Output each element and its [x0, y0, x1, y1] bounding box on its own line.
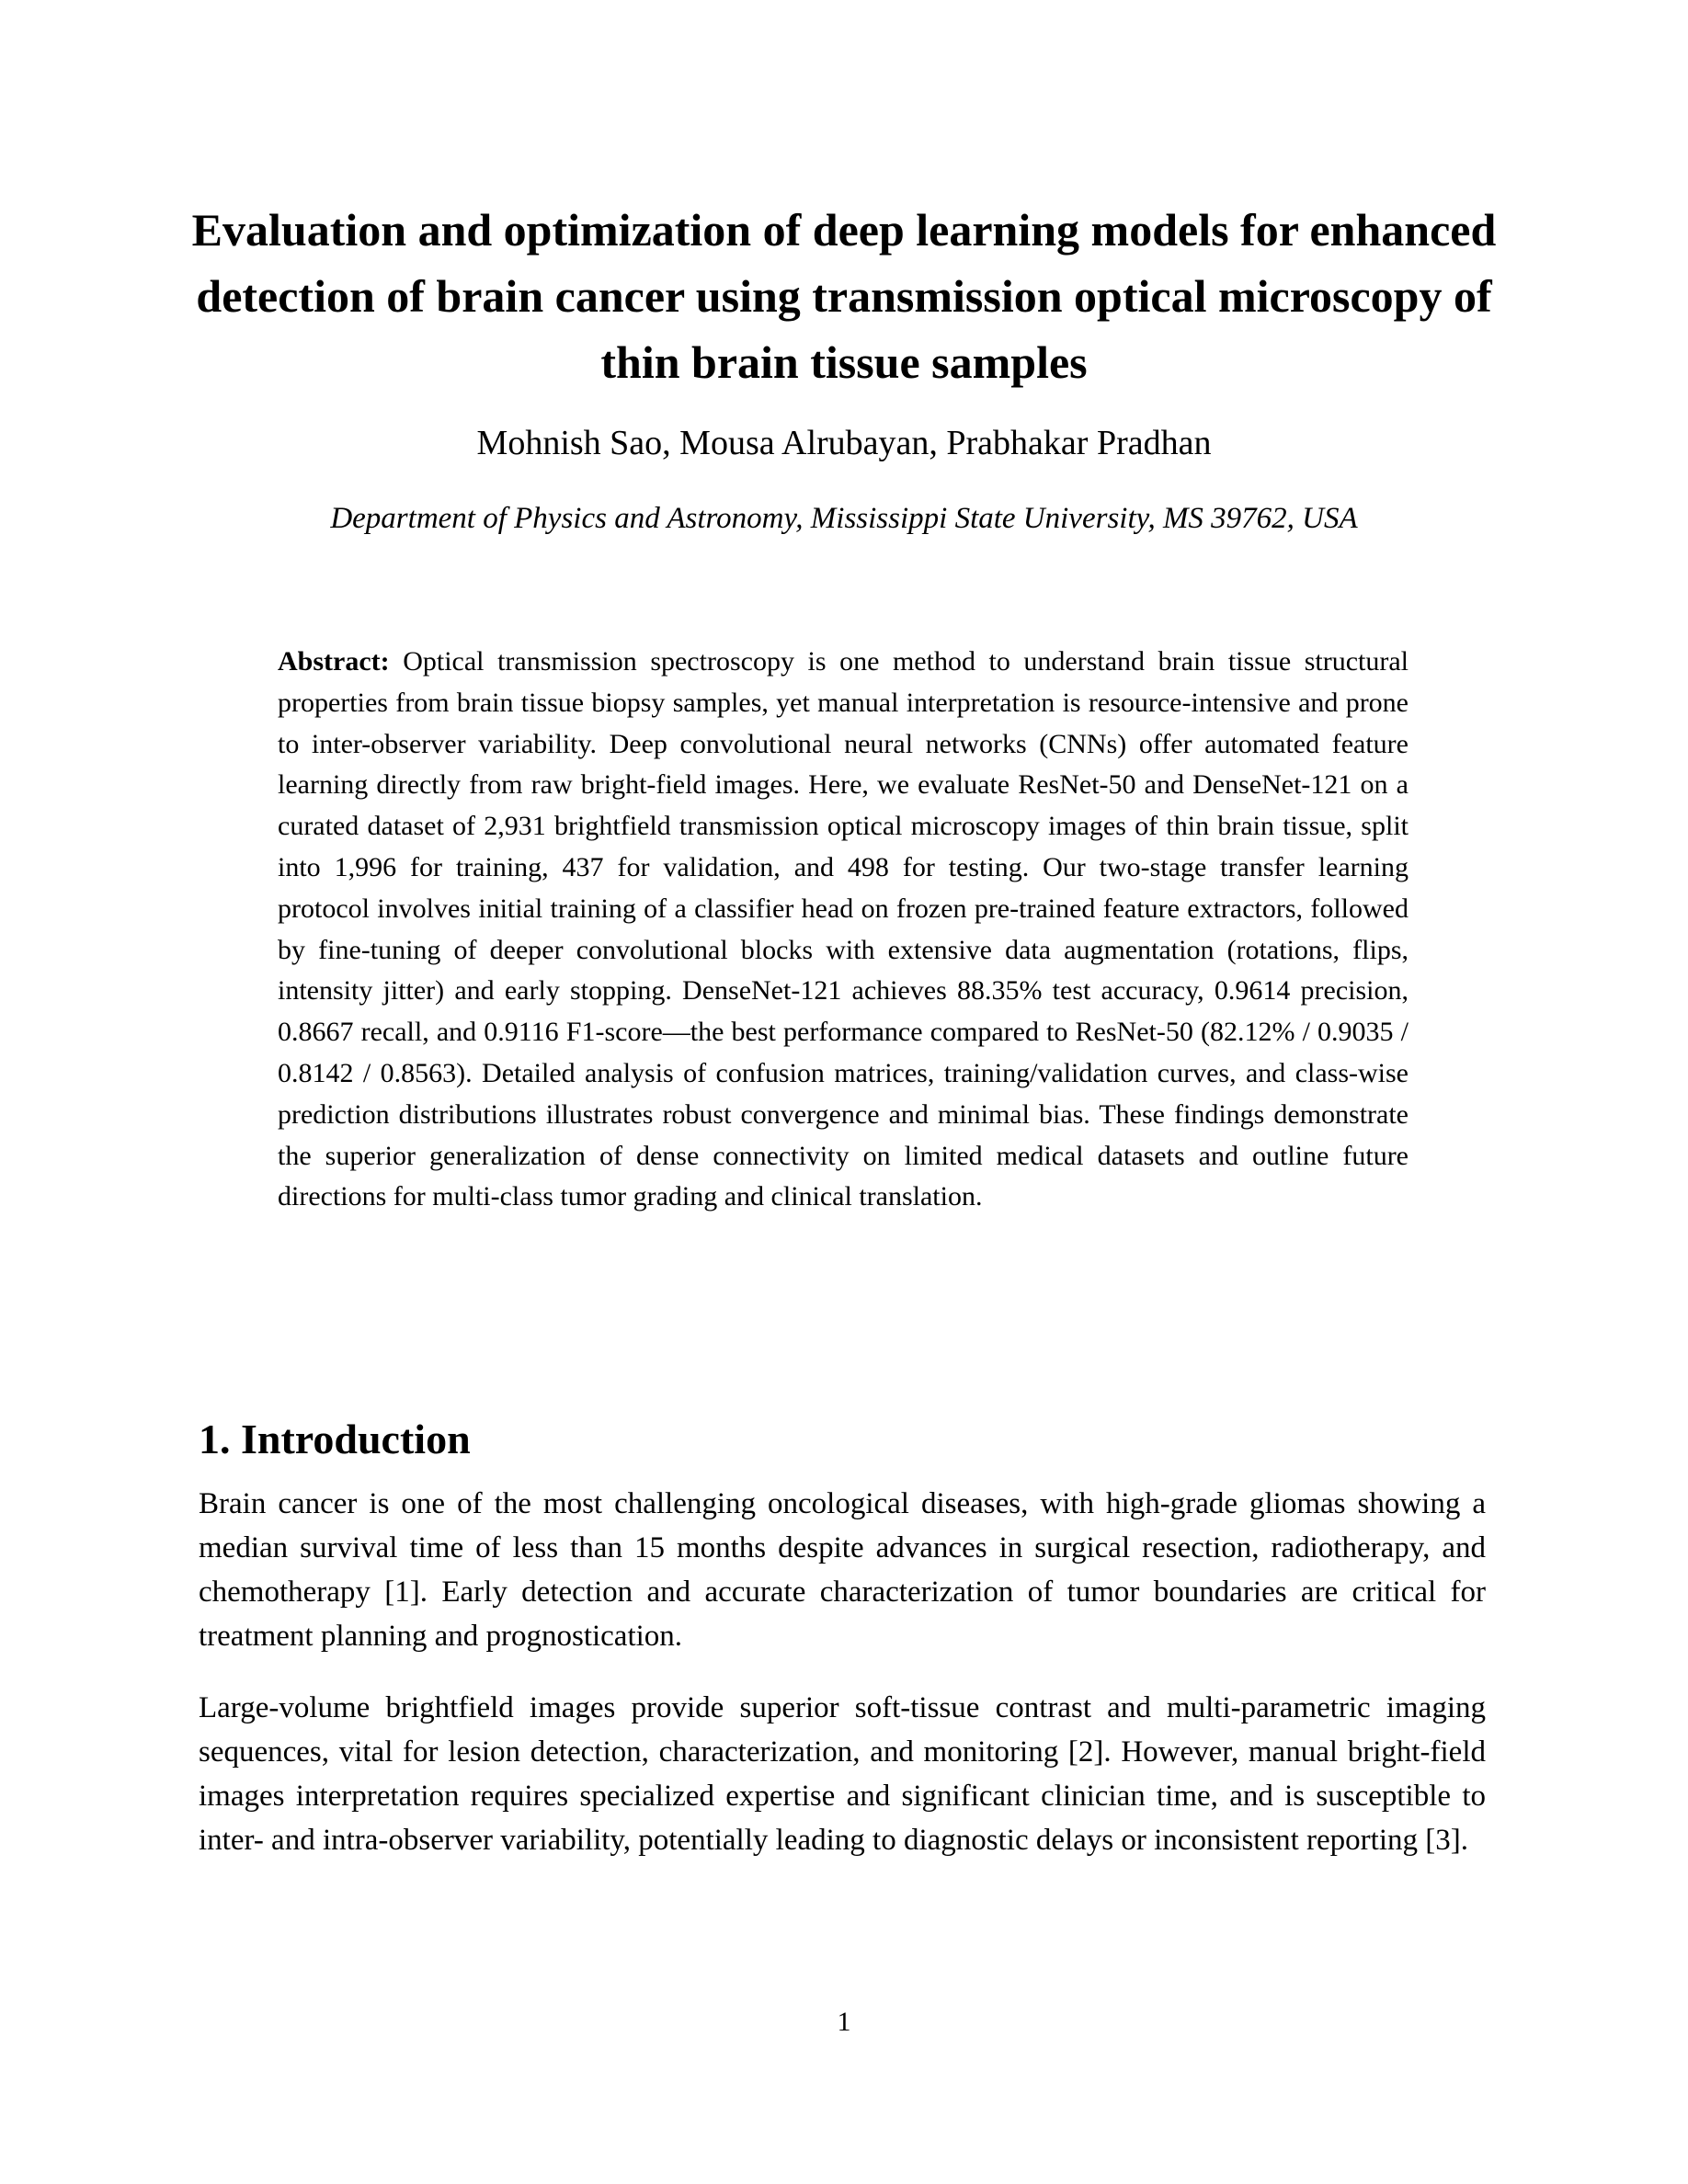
- section-heading-introduction: 1. Introduction: [199, 1416, 471, 1462]
- abstract-label: Abstract:: [278, 646, 390, 677]
- paper-title: Evaluation and optimization of deep learning models for enhanced detection of brain cancer using transmission optical microscopy of thin brain tissue samples: [191, 204, 1497, 388]
- author-affiliation: Department of Physics and Astronomy, Mississippi State University, MS 39762, USA: [330, 502, 1358, 535]
- page-number: 1: [837, 2007, 851, 2037]
- abstract-text: Optical transmission spectroscopy is one method to understand brain tissue structural properties from brain tissue biopsy samples, yet manual interpretation is resource-intensive and prone to inter-observer variability. Deep convolutional neural networks (CNNs) offer automated feature learning directly from raw bright-field images. Here, we evaluate ResNet-50 and DenseNet-121 on a curated dataset of 2,931 brightfield transmission optical microscopy images of thin brain tissue, split into 1,996 for training, 437 for validation, and 498 for testing. Our two-stage transfer learning protocol involves initial training of a classifier head on frozen pre-trained feature extractors, followed by fine-tuning of deeper convolutional blocks with extensive data augmentation (rotations, flips, intensity jitter) and early stopping. DenseNet-121 achieves 88.35% test accuracy, 0.9614 precision, 0.8667 recall, and 0.9116 F1-score—the best performance compared to ResNet-50 (82.12% / 0.9035 / 0.8142 / 0.8563). Detailed analysis of confusion matrices, training/validation curves, and class-wise prediction distributions illustrates robust convergence and minimal bias. These findings demonstrate the superior generalization of dense connectivity on limited medical datasets and outline future directions for multi-class tumor grading and clinical translation.: [278, 646, 1409, 1212]
- body-paragraph: Large-volume brightfield images provide superior soft-tissue contrast and multi-parametric imaging sequences, vital for lesion detection, characterization, and monitoring [2]. However, manual bright-field images interpretation requires specialized expertise and significant clinician time, and is susceptible to inter- and intra-observer variability, potentially leading to diagnostic delays or inconsistent reporting [3].: [199, 1691, 1486, 1857]
- body-paragraph: Brain cancer is one of the most challenging oncological diseases, with high-grade gliomas showing a median survival time of less than 15 months despite advances in surgical resection, radiotherapy, and chemotherapy [1]. Early detection and accurate characterization of tumor boundaries are critical for treatment planning and prognostication.: [199, 1487, 1486, 1653]
- author-list: Mohnish Sao, Mousa Alrubayan, Prabhakar Pradhan: [476, 424, 1212, 462]
- abstract: [278, 642, 1409, 1218]
